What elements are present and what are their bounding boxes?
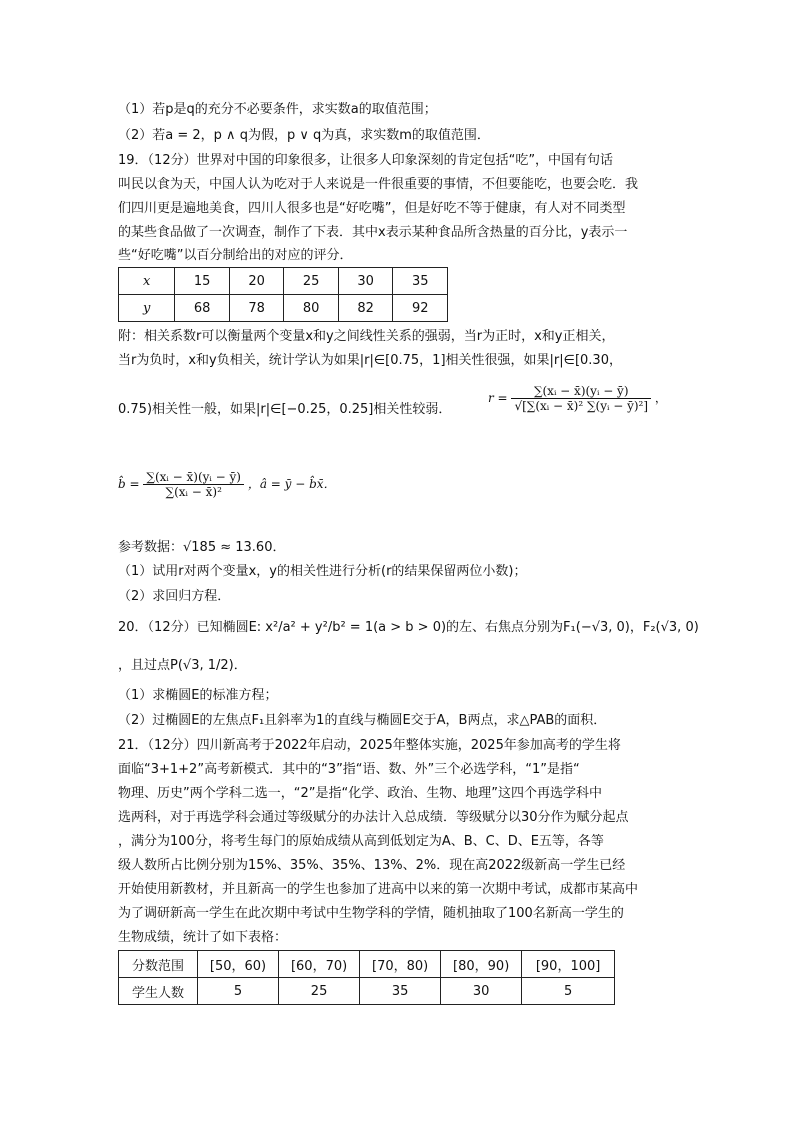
q20-line1: 20．（12分）已知椭圆E: x²/a² + y²/b² = 1(a > b > 0)的左、右焦点分别为F₁(−√3, 0)，F₂(√3, 0) [118,620,699,635]
a-formula: ，â = ȳ − b̂x̄． [247,477,336,491]
table-header-range: 分数范围 [119,951,198,978]
q19-part1: （1）试用r对两个变量x，y的相关性进行分析(r的结果保留两位小数)； [118,564,527,579]
table-cell: 25 [279,978,360,1005]
q21-line9: 生物成绩，统计了如下表格： [118,930,288,945]
q21-line4: 选两科，对于再选学科会通过等级赋分的办法计入总成绩．等级赋分以30分作为赋分起点 [118,810,629,825]
table-cell: 30 [338,268,393,295]
q19-line4: 的某些食品做了一次调查，制作了下表．其中x表示某种食品所含热量的百分比，y表示一 [118,225,628,240]
table-cell: 20 [229,268,284,295]
table-row [119,951,615,978]
q21-line2: 面临“3+1+2”高考新模式．其中的“3”指“语、数、外”三个必选学科，“1”是指“ [118,762,580,777]
q19-line3: 们四川更是遍地美食，四川人很多也是“好吃嘴”，但是好吃不等于健康，有人对不同类型 [118,201,626,216]
r-fraction [511,384,651,413]
table-cell: 68 [175,295,230,322]
table-cell: [50，60) [198,951,279,978]
r-label: r = [488,391,508,405]
table-cell: 35 [360,978,441,1005]
q19-part2: （2）求回归方程． [118,589,231,604]
r-numerator: ∑(xᵢ − x̄)(yᵢ − ȳ) [511,384,651,399]
table-cell: [80，90) [441,951,522,978]
q21-line1: 21．（12分）四川新高考于2022年启动，2025年整体实施，2025年参加高考的学生将 [118,738,621,753]
table-header-y: y [119,295,175,322]
table-row [119,295,448,322]
q21-line7: 开始使用新教材，并且新高一的学生也参加了进高中以来的第一次期中考试，成都市某高中 [118,882,639,897]
q21-line6: 级人数所占比例分别为15%、35%、35%、13%、2%．现在高2022级新高一学生已经 [118,858,626,873]
regression-formula [118,470,336,499]
table-cell: [70，80) [360,951,441,978]
table-cell: 82 [338,295,393,322]
q20-part1: （1）求椭圆E的标准方程； [118,688,278,703]
table-header-x: x [119,268,175,295]
table-cell: 92 [393,295,448,322]
r-denominator: √[∑(xᵢ − x̄)² ∑(yᵢ − ȳ)²] [514,399,649,413]
b-label: b̂ = [118,477,140,491]
table-header-count: 学生人数 [119,978,198,1005]
q21-line5: ，满分为100分，将考生每门的原始成绩从高到低划定为A、B、C、D、E五等，各等 [118,834,604,849]
q19-line1: 19．（12分）世界对中国的印象很多，让很多人印象深刻的肯定包括“吃”，中国有句话 [118,153,614,168]
table-cell: 15 [175,268,230,295]
table-cell: 35 [393,268,448,295]
q21-line8: 为了调研新高一学生在此次期中考试中生物学科的学情，随机抽取了100名新高一学生的 [118,906,624,921]
q20-line2: ，且过点P(√3, 1/2)． [118,658,247,673]
table-cell: 25 [284,268,339,295]
table-cell: [60，70) [279,951,360,978]
table-cell: 78 [229,295,284,322]
q18-part1: （1）若p是q的充分不必要条件，求实数a的取值范围； [118,102,437,117]
table-row [119,268,448,295]
q19-note-line2: 当r为负时，x和y负相关，统计学认为如果|r|∈[0.75，1]相关性很强，如果|r|∈[0.30， [118,353,622,368]
b-denominator: ∑(xᵢ − x̄)² [165,485,222,499]
q21-line3: 物理、历史”两个学科二选一，“2”是指“化学、政治、生物、地理”这四个再选学科中 [118,786,602,801]
table-cell: 5 [198,978,279,1005]
q19-data-table [118,267,448,322]
q19-note-line1: 附：相关系数r可以衡量两个变量x和y之间线性关系的强弱，当r为正时，x和y正相关， [118,329,615,344]
table-cell: 80 [284,295,339,322]
q21-score-table [118,950,615,1005]
b-numerator: ∑(xᵢ − x̄)(yᵢ − ȳ) [143,470,244,485]
q20-part2: （2）过椭圆E的左焦点F₁且斜率为1的直线与椭圆E交于A，B两点，求△PAB的面积． [118,713,607,728]
q19-reference-data: 参考数据：√185 ≈ 13.60． [118,540,286,555]
table-cell: [90，100] [522,951,615,978]
q19-note-line3: 0.75)相关性一般，如果|r|∈[−0.25，0.25]相关性较弱． [118,402,452,417]
b-fraction [143,470,244,499]
correlation-formula: r = $\frac{\text{∑(xᵢ − x̄)(yᵢ − ȳ)}}{\text{√[∑(xᵢ − x̄)² ∑(yᵢ − ȳ)²]}}$ ， [488,384,667,413]
table-cell: 5 [522,978,615,1005]
q18-part2: （2）若a = 2，p ∧ q为假，p ∨ q为真，求实数m的取值范围． [118,128,490,143]
table-cell: 30 [441,978,522,1005]
q19-line2: 叫民以食为天，中国人认为吃对于人来说是一件很重要的事情，不但要能吃，也要会吃．我 [118,177,639,192]
table-row [119,978,615,1005]
q19-line5: 些“好吃嘴”以百分制给出的对应的评分． [118,248,353,263]
